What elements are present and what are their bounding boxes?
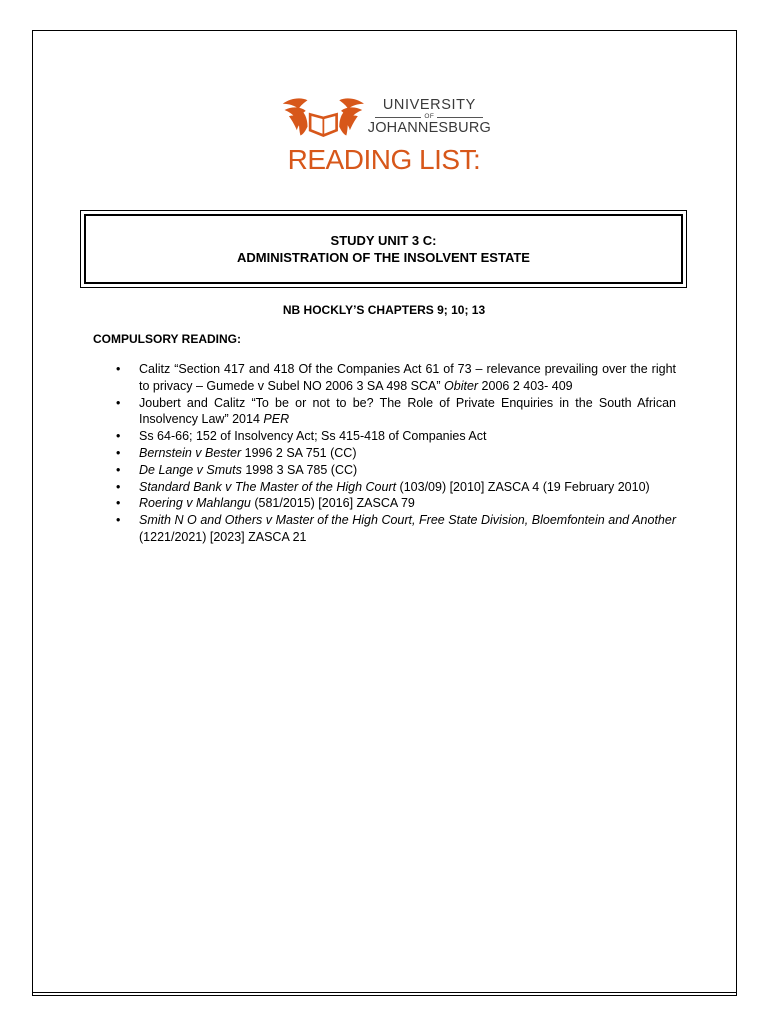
university-crest-icon: [281, 92, 366, 142]
list-item: [116, 395, 676, 429]
bullet-icon: •: [116, 462, 121, 477]
compulsory-reading-heading: COMPULSORY READING:: [93, 332, 242, 346]
list-item: [116, 428, 676, 445]
list-item: [116, 512, 676, 546]
reading-italic: Standard Bank v The Master of the High Court: [139, 479, 397, 494]
reading-text: Joubert and Calitz “To be or not to be? The Role of Private Enquiries in the South African Insolvency Law” 2014: [139, 395, 676, 427]
list-item: [116, 479, 676, 496]
study-unit-title: ADMINISTRATION OF THE INSOLVENT ESTATE: [237, 250, 530, 265]
reading-italic: Smith N O and Others v Master of the High Court, Free State Division, Bloemfontein and Another: [139, 513, 676, 528]
reading-text: (1221/2021) [2023] ZASCA 21: [139, 529, 307, 544]
reading-italic: PER: [263, 412, 290, 427]
bullet-icon: •: [116, 362, 121, 376]
logo-johannesburg-text: JOHANNESBURG: [367, 120, 491, 137]
bullet-icon: •: [116, 496, 121, 511]
reading-text: 1996 2 SA 751 (CC): [241, 445, 357, 460]
page-title: READING LIST:: [287, 144, 481, 175]
logo-university-text: UNIVERSITY: [382, 97, 476, 114]
reading-text: 1998 3 SA 785 (CC): [241, 462, 358, 477]
study-unit-box: [80, 210, 687, 288]
bullet-icon: •: [116, 479, 121, 494]
bullet-icon: •: [116, 513, 121, 528]
reading-text: Ss 64-66; 152 of Insolvency Act; Ss 415-418 of Companies Act: [139, 429, 487, 444]
reading-text: (103/09) [2010] ZASCA 4 (19 February 2010): [396, 479, 650, 494]
reading-list: [116, 361, 676, 546]
reading-italic: Bernstein v Bester: [139, 445, 242, 460]
bullet-icon: •: [116, 445, 121, 460]
reading-text: (581/2015) [2016] ZASCA 79: [250, 496, 415, 511]
list-item: [116, 495, 676, 512]
reading-italic: Roering v Mahlangu: [139, 496, 251, 511]
university-logo: [281, 92, 491, 142]
reading-text: 2006 2 403- 409: [478, 378, 573, 393]
bullet-icon: •: [116, 429, 121, 444]
reading-italic: Obiter: [444, 378, 479, 393]
study-unit-box-inner: [84, 214, 683, 284]
logo-of-text: OF: [424, 112, 435, 120]
list-item: [116, 462, 676, 479]
university-wordmark: [368, 98, 491, 136]
reading-italic: De Lange v Smuts: [139, 462, 242, 477]
list-item: [116, 361, 676, 395]
reading-text: Calitz “Section 417 and 418 Of the Companies Act 61 of 73 – relevance prevailing over the right to privacy – Gumede v Subel NO 2006 3 SA 498 SCA”: [139, 362, 676, 393]
chapters-note: NB HOCKLY’S CHAPTERS 9; 10; 13: [282, 303, 486, 317]
bullet-icon: •: [116, 395, 121, 410]
study-unit-number: STUDY UNIT 3 C:: [330, 233, 437, 248]
page-border-bottom-rule: [32, 992, 737, 993]
list-item: [116, 445, 676, 462]
